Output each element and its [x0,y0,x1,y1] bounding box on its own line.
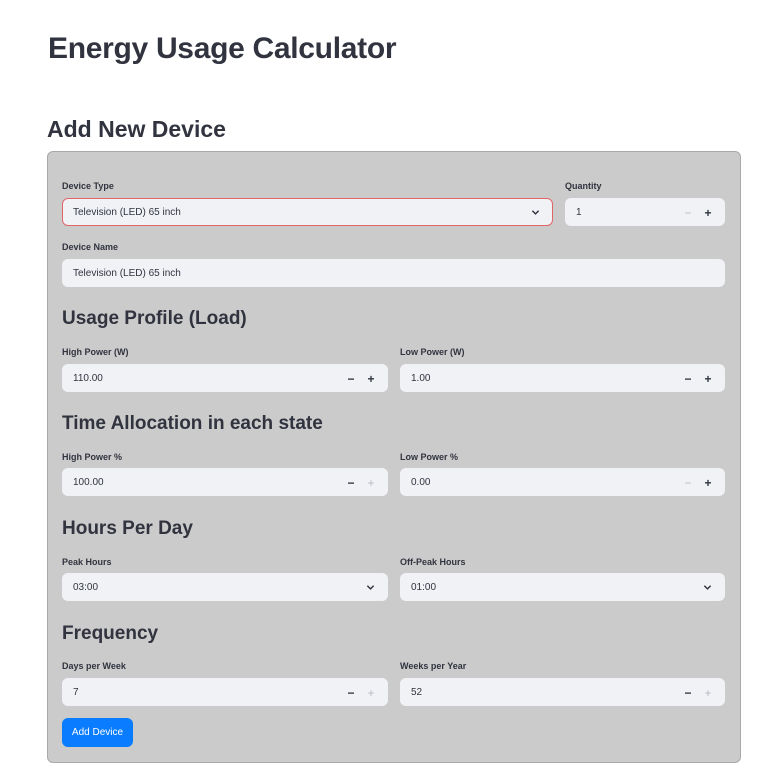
high-power-increment-button[interactable]: + [367,371,375,386]
high-power-pct-increment-button[interactable]: + [367,475,375,490]
high-power-stepper[interactable] [62,364,388,392]
low-power-stepper[interactable] [400,364,725,392]
add-device-form [47,151,741,763]
usage-profile-heading: Usage Profile (Load) [62,308,247,329]
quantity-stepper[interactable] [565,198,725,226]
days-per-week-value: 7 [73,687,79,698]
low-power-pct-increment-button[interactable]: + [704,475,712,490]
low-power-value: 1.00 [411,373,431,384]
high-power-pct-decrement-button[interactable]: − [347,475,355,490]
weeks-per-year-label: Weeks per Year [400,661,467,671]
add-device-button[interactable]: Add Device [62,718,133,747]
off-peak-hours-label: Off-Peak Hours [400,557,466,567]
chevron-down-icon [366,583,375,592]
page-title: Energy Usage Calculator [48,32,397,65]
weeks-per-year-stepper[interactable] [400,678,725,706]
device-type-value: Television (LED) 65 inch [73,207,181,218]
peak-hours-label: Peak Hours [62,557,112,567]
device-type-select[interactable] [62,198,553,226]
low-power-pct-value: 0.00 [411,477,431,488]
weeks-per-year-value: 52 [411,687,423,698]
low-power-pct-label: Low Power % [400,452,459,462]
frequency-heading: Frequency [62,623,159,644]
low-power-label: Low Power (W) [400,347,465,357]
off-peak-hours-select[interactable] [400,573,725,601]
days-per-week-label: Days per Week [62,661,126,671]
weeks-per-year-increment-button[interactable]: + [704,685,712,700]
chevron-down-icon [531,208,540,217]
quantity-value: 1 [576,207,582,218]
device-name-input[interactable] [62,259,725,287]
low-power-pct-decrement-button[interactable]: − [684,475,692,490]
high-power-pct-value: 100.00 [73,477,104,488]
low-power-pct-stepper[interactable] [400,468,725,496]
low-power-decrement-button[interactable]: − [684,371,692,386]
device-name-label: Device Name [62,242,119,252]
peak-hours-select[interactable] [62,573,388,601]
high-power-label: High Power (W) [62,347,129,357]
high-power-pct-label: High Power % [62,452,123,462]
days-per-week-increment-button[interactable]: + [367,685,375,700]
days-per-week-stepper[interactable] [62,678,388,706]
weeks-per-year-decrement-button[interactable]: − [684,685,692,700]
days-per-week-decrement-button[interactable]: − [347,685,355,700]
time-allocation-heading: Time Allocation in each state [62,413,323,434]
quantity-label: Quantity [565,181,602,191]
chevron-down-icon [703,583,712,592]
quantity-increment-button[interactable]: + [704,205,712,220]
off-peak-hours-value: 01:00 [411,582,437,593]
device-type-label: Device Type [62,181,114,191]
device-name-value: Television (LED) 65 inch [73,268,181,279]
quantity-decrement-button[interactable]: − [684,205,692,220]
high-power-pct-stepper[interactable] [62,468,388,496]
high-power-value: 110.00 [73,373,103,384]
section-title: Add New Device [47,116,226,142]
low-power-increment-button[interactable]: + [704,371,712,386]
hours-per-day-heading: Hours Per Day [62,518,193,539]
high-power-decrement-button[interactable]: − [347,371,355,386]
peak-hours-value: 03:00 [73,582,99,593]
